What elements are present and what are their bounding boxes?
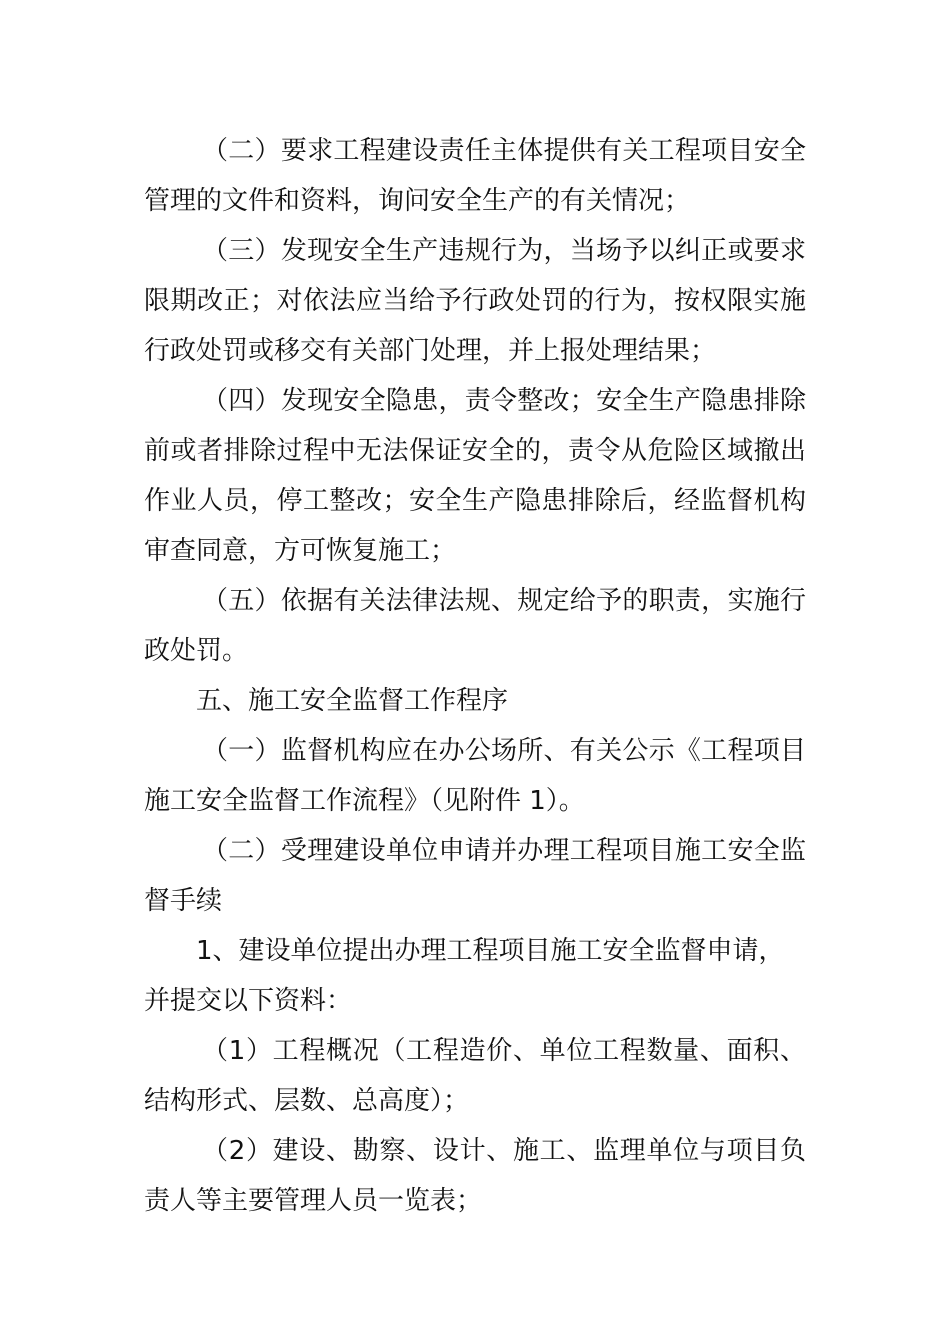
paragraph-administrative-penalty: （五）依据有关法律法规、规定给予的职责，实施行政处罚。: [144, 586, 806, 666]
paragraph-application-step-1: 1、建设单位提出办理工程项目施工安全监督申请，并提交以下资料：: [144, 936, 785, 1016]
document-page: [144, 126, 806, 1226]
list-item-personnel-table: （2）建设、勘察、设计、施工、监理单位与项目负责人等主要管理人员一览表；: [144, 1136, 806, 1216]
paragraph-inspection-documents: （二）要求工程建设责任主体提供有关工程项目安全管理的文件和资料，询问安全生产的有关情况；: [144, 136, 806, 216]
paragraph-hazard-rectification: （四）发现安全隐患，责令整改；安全生产隐患排除前或者排除过程中无法保证安全的，责令从危险区域撤出作业人员，停工整改；安全生产隐患排除后，经监督机构审查同意，方可恢复施工；: [144, 386, 806, 566]
paragraph-accept-application: （二）受理建设单位申请并办理工程项目施工安全监督手续: [144, 836, 806, 916]
list-item-project-overview: （1）工程概况（工程造价、单位工程数量、面积、结构形式、层数、总高度）；: [144, 1036, 806, 1116]
paragraph-public-notice: （一）监督机构应在办公场所、有关公示《工程项目施工安全监督工作流程》（见附件 1）。: [144, 736, 806, 816]
section-heading-procedure: 五、施工安全监督工作程序: [196, 686, 509, 716]
paragraph-violation-correction: （三）发现安全生产违规行为，当场予以纠正或要求限期改正；对依法应当给予行政处罚的行为，按权限实施行政处罚或移交有关部门处理，并上报处理结果；: [144, 236, 806, 366]
